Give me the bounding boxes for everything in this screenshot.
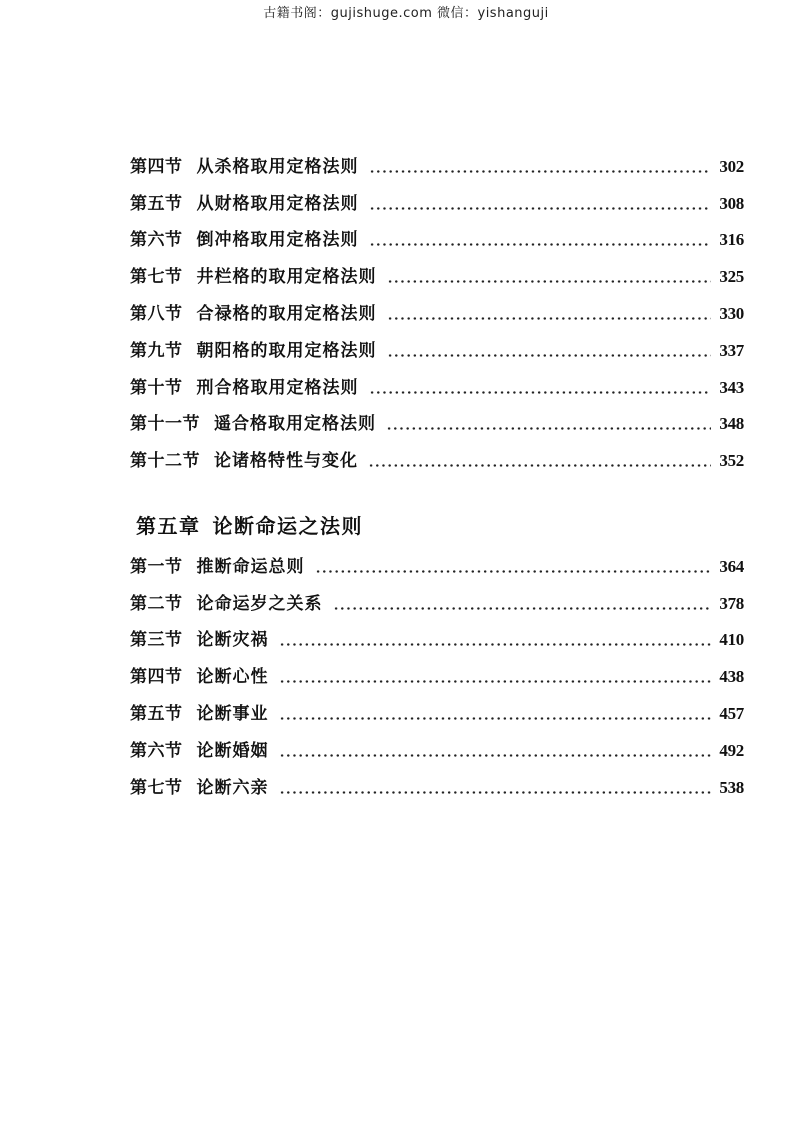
- page-number: 378: [719, 593, 744, 613]
- section-number: 第七节: [130, 267, 183, 288]
- section-title: 推断命运总则: [196, 556, 305, 577]
- section-number: 第八节: [130, 303, 183, 324]
- toc-chapter-5: [130, 510, 744, 798]
- section-number: 第九节: [130, 340, 183, 361]
- dot-leader: [333, 607, 712, 610]
- page-number: 352: [719, 451, 744, 471]
- dot-leader: [386, 427, 711, 430]
- toc-entry[interactable]: [130, 540, 744, 577]
- chapter-number: 第五章: [136, 514, 201, 538]
- page-number: 330: [719, 303, 744, 323]
- section-number: 第五节: [130, 703, 183, 724]
- section-title: 论诸格特性与变化: [214, 451, 358, 472]
- page-number: 343: [719, 377, 744, 397]
- dot-leader: [279, 680, 712, 683]
- toc-entry[interactable]: [130, 724, 744, 761]
- chapter-title: 论断命运之法则: [212, 514, 363, 538]
- page-number: 492: [719, 740, 744, 760]
- toc-entry[interactable]: [130, 614, 744, 651]
- section-number: 第六节: [130, 230, 183, 251]
- dot-leader: [279, 643, 712, 646]
- page-number: 337: [719, 340, 744, 360]
- section-title: 论断六亲: [196, 777, 269, 798]
- section-title: 遥合格取用定格法则: [214, 414, 376, 435]
- page-number: 364: [719, 556, 744, 576]
- dot-leader: [279, 754, 712, 757]
- section-number: 第十一节: [130, 414, 200, 435]
- section-number: 第十节: [130, 377, 183, 398]
- section-title: 从杀格取用定格法则: [196, 156, 359, 177]
- toc-entry[interactable]: [130, 361, 744, 398]
- toc-list-chapter5: [130, 540, 744, 798]
- page-number: 325: [719, 267, 744, 287]
- dot-leader: [315, 570, 712, 573]
- section-title: 合禄格的取用定格法则: [196, 303, 377, 324]
- section-number: 第二节: [130, 593, 183, 614]
- toc-entry[interactable]: [130, 214, 744, 251]
- toc-entry[interactable]: [130, 324, 744, 361]
- page-number: 410: [719, 630, 744, 650]
- dot-leader: [369, 170, 712, 173]
- page-number: 538: [719, 777, 744, 797]
- toc-entry[interactable]: [130, 577, 744, 614]
- page-number: 457: [719, 703, 744, 723]
- section-number: 第七节: [130, 777, 183, 798]
- section-title: 论断事业: [196, 703, 269, 724]
- section-number: 第四节: [130, 156, 183, 177]
- dot-leader: [387, 354, 712, 357]
- dot-leader: [368, 464, 711, 467]
- toc-entry[interactable]: [130, 140, 744, 177]
- section-title: 朝阳格的取用定格法则: [196, 340, 377, 361]
- dot-leader: [387, 317, 712, 320]
- section-number: 第十二节: [130, 451, 200, 472]
- page-number: 316: [719, 230, 744, 250]
- toc-entry[interactable]: [130, 687, 744, 724]
- section-number: 第一节: [130, 556, 183, 577]
- toc-entry[interactable]: [130, 177, 744, 214]
- section-title: 从财格取用定格法则: [196, 193, 359, 214]
- section-title: 论断灾祸: [196, 630, 269, 651]
- toc-entry[interactable]: [130, 287, 744, 324]
- dot-leader: [369, 243, 712, 246]
- toc-entry[interactable]: [130, 250, 744, 287]
- section-title: 论断婚姻: [196, 740, 269, 761]
- dot-leader: [369, 207, 712, 210]
- section-title: 井栏格的取用定格法则: [196, 267, 377, 288]
- dot-leader: [387, 280, 712, 283]
- toc-entry[interactable]: [130, 650, 744, 687]
- page-number: 308: [719, 193, 744, 213]
- toc-entry[interactable]: [130, 434, 744, 471]
- toc-list-part1: [130, 140, 744, 471]
- section-number: 第五节: [130, 193, 183, 214]
- section-title: 倒冲格取用定格法则: [196, 230, 359, 251]
- section-number: 第三节: [130, 630, 183, 651]
- section-number: 第四节: [130, 667, 183, 688]
- page-number: 302: [719, 156, 744, 176]
- chapter-heading: [136, 510, 744, 540]
- dot-leader: [369, 391, 712, 394]
- toc-entry[interactable]: [130, 761, 744, 798]
- page-number: 348: [719, 414, 744, 434]
- page-number: 438: [719, 667, 744, 687]
- section-number: 第六节: [130, 740, 183, 761]
- section-title: 论命运岁之关系: [196, 593, 323, 614]
- header-watermark: 古籍书阁：gujishuge.com 微信：yishanguji: [263, 6, 549, 21]
- toc-entry[interactable]: [130, 398, 744, 435]
- dot-leader: [279, 791, 712, 794]
- section-title: 刑合格取用定格法则: [196, 377, 359, 398]
- section-title: 论断心性: [196, 667, 269, 688]
- dot-leader: [279, 717, 712, 720]
